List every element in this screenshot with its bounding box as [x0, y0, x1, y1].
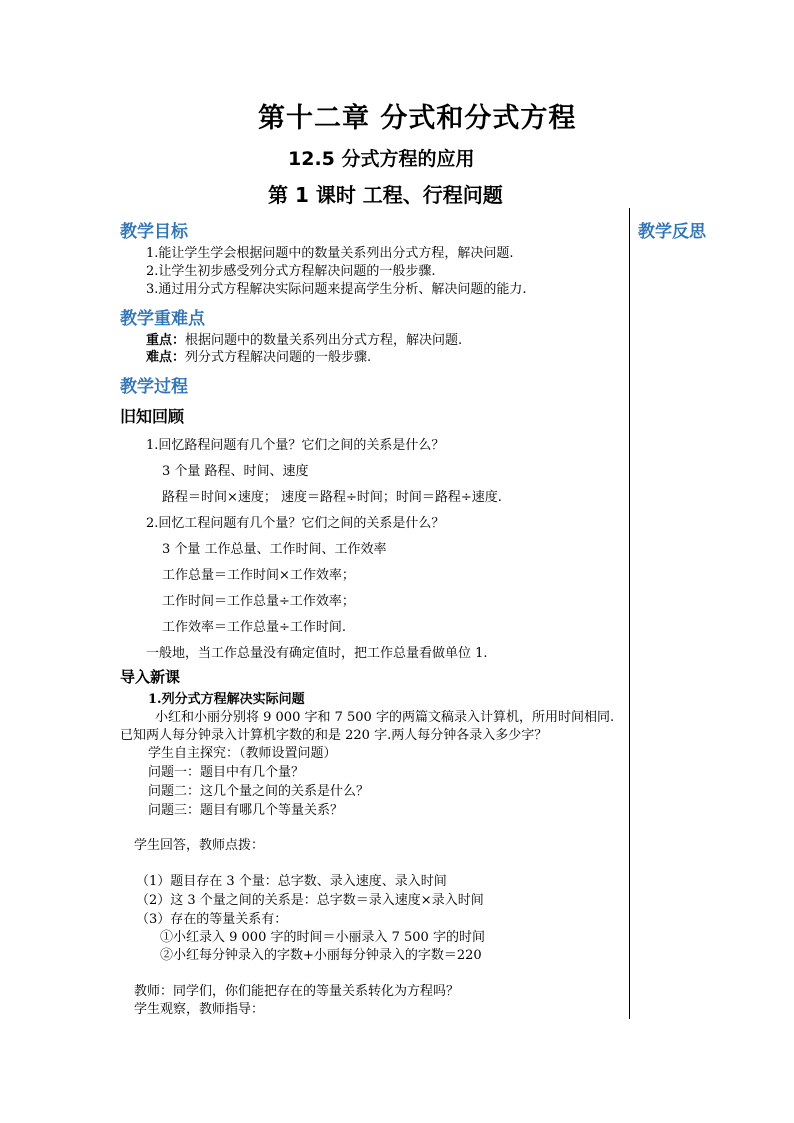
answer-intro: 学生回答，教师点拨：: [134, 838, 265, 853]
intro-heading: 导入新课: [120, 668, 181, 686]
goal-item: 2.让学生初步感受列分式方程解决问题的一般步骤.: [146, 264, 436, 279]
teacher-line: 教师：同学们，你们能把存在的等量关系转化为方程吗？: [134, 984, 460, 999]
review-line: 3 个量 路程、时间、速度: [162, 464, 309, 479]
explore-line: 问题一：题目中有几个量？: [148, 765, 305, 780]
review-heading: 旧知回顾: [120, 407, 185, 426]
answer-line: （2）这 3 个量之间的关系是：总字数＝录入速度×录入时间: [136, 893, 484, 908]
intro-subheading: 1.列分式方程解决实际问题: [148, 692, 305, 707]
goals-heading: 教学目标: [120, 222, 188, 242]
student-line: 学生观察，教师指导：: [134, 1002, 265, 1017]
section-title: 12.5 分式方程的应用: [288, 148, 475, 170]
explore-line: 学生自主探究：（教师设置问题）: [148, 746, 337, 761]
answer-line: （1）题目存在 3 个量：总字数、录入速度、录入时间: [136, 874, 447, 889]
problem-line: 小红和小丽分别将 9 000 字和 7 500 字的两篇文稿录入计算机，所用时间相同.: [155, 710, 615, 725]
review-line: 一般地，当工作总量没有确定值时，把工作总量看做单位 1.: [146, 646, 488, 661]
difficulty-label: 难点：: [146, 350, 186, 365]
review-line: 1.回忆路程问题有几个量？它们之间的关系是什么？: [146, 438, 445, 453]
explore-line: 问题三：题目有哪几个等量关系？: [148, 803, 344, 818]
chapter-title: 第十二章 分式和分式方程: [258, 103, 577, 134]
review-line: 3 个量 工作总量、工作时间、工作效率: [162, 542, 387, 557]
review-line: 工作时间＝工作总量÷工作效率；: [162, 594, 355, 609]
review-line: 工作总量＝工作时间×工作效率；: [162, 568, 355, 583]
relation-line: ①小红录入 9 000 字的时间＝小丽录入 7 500 字的时间: [160, 930, 485, 945]
answer-line: （3）存在的等量关系有：: [136, 912, 288, 927]
keypoints-heading: 教学重难点: [120, 309, 205, 329]
goal-item: 1.能让学生学会根据问题中的数量关系列出分式方程，解决问题.: [146, 246, 514, 261]
problem-line: 已知两人每分钟录入计算机字数的和是 220 字.两人每分钟各录入多少字？: [120, 728, 548, 743]
difficulty-line: [146, 346, 371, 365]
key-point-text: 根据问题中的数量关系列出分式方程，解决问题.: [185, 333, 463, 348]
review-line: 2.回忆工程问题有几个量？它们之间的关系是什么？: [146, 516, 445, 531]
review-line: 工作效率＝工作总量÷工作时间.: [162, 620, 347, 635]
lesson-title: 第 1 课时 工程、行程问题: [268, 183, 503, 207]
relation-line: ②小红每分钟录入的字数+小丽每分钟录入的字数＝220: [160, 948, 482, 963]
process-heading: 教学过程: [120, 377, 188, 397]
key-point-label: 重点：: [146, 333, 186, 348]
column-divider: [629, 208, 630, 1019]
difficulty-text: 列分式方程解决问题的一般步骤.: [185, 350, 372, 365]
review-line: 路程＝时间×速度； 速度＝路程÷时间；时间＝路程÷速度.: [162, 490, 502, 505]
reflection-heading: 教学反思: [638, 222, 706, 242]
explore-line: 问题二：这几个量之间的关系是什么？: [148, 784, 370, 799]
goal-item: 3.通过用分式方程解决实际问题来提高学生分析、解决问题的能力.: [146, 282, 527, 297]
